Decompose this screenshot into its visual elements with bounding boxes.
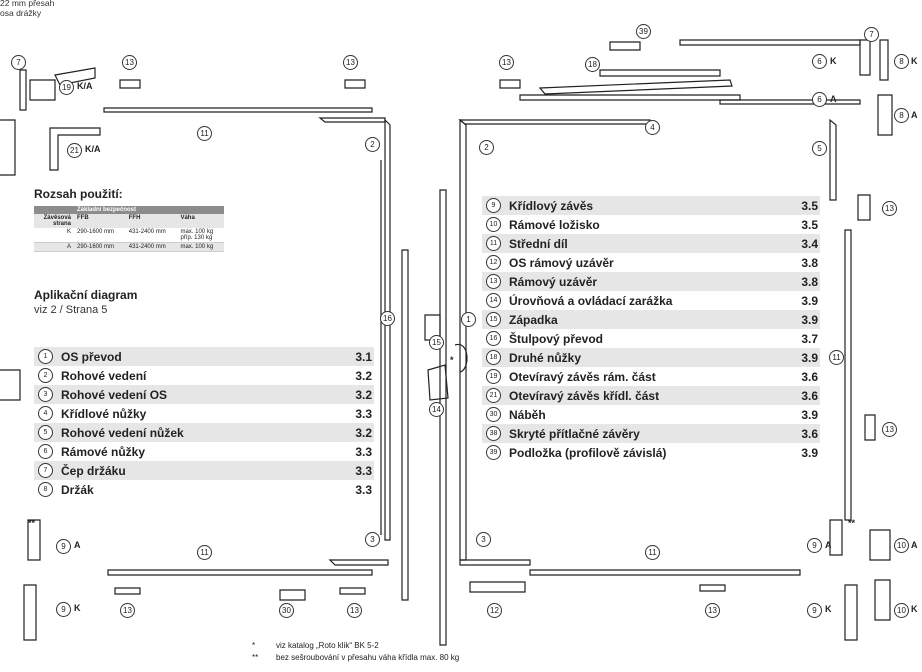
legend-num: 14 <box>486 293 501 308</box>
legend-num: 4 <box>38 406 53 421</box>
legend-label: Držák <box>61 482 94 497</box>
legend-item <box>34 442 374 461</box>
legend-page: 3.5 <box>801 217 818 232</box>
legend-item <box>482 215 820 234</box>
callout-13: 13 <box>347 603 362 618</box>
legend-num: 15 <box>486 312 501 327</box>
legend-item <box>482 424 820 443</box>
callout-2: 2 <box>479 140 494 155</box>
legend-page: 3.2 <box>355 368 372 383</box>
row-k-ffh: 431-2400 mm <box>126 228 178 243</box>
legend-item <box>482 329 820 348</box>
part-11-right <box>845 230 851 520</box>
callout-15: 15 <box>429 335 444 350</box>
suffix-ka-21: K/A <box>85 144 101 154</box>
callout-39: 39 <box>636 24 651 39</box>
callout-11: 11 <box>197 545 212 560</box>
legend-item <box>482 272 820 291</box>
callout-14: 14 <box>429 402 444 417</box>
legend-num: 38 <box>486 426 501 441</box>
usage-title: Rozsah použití: <box>34 187 123 201</box>
legend-num: 5 <box>38 425 53 440</box>
callout-21: 21 <box>67 143 82 158</box>
legend-item <box>482 253 820 272</box>
callout-18: 18 <box>585 57 600 72</box>
col-side: Závěsová strana <box>34 214 74 228</box>
callout-13: 13 <box>882 422 897 437</box>
row-k-ffb: 290-1600 mm <box>74 228 126 243</box>
legend-page: 3.3 <box>355 482 372 497</box>
callout-7: 7 <box>11 55 26 70</box>
bottom-rail-right <box>530 570 800 575</box>
legend-item <box>482 405 820 424</box>
suffix-a-6: A <box>830 94 837 104</box>
legend-item <box>34 423 374 442</box>
legend-item <box>34 404 374 423</box>
legend-label: Rohové vedení <box>61 368 147 383</box>
row-a-side: A <box>34 243 74 252</box>
legend-label: Druhé nůžky <box>509 350 582 365</box>
legend-label: Podložka (profilově závislá) <box>509 445 667 460</box>
col-weight: Váha <box>177 214 224 228</box>
legend-label: Otevíravý závěs křídl. část <box>509 388 660 403</box>
legend-right <box>482 196 820 462</box>
legend-num: 19 <box>486 369 501 384</box>
col-ffb: FFB <box>74 214 126 228</box>
legend-page: 3.6 <box>801 369 818 384</box>
bottom-rail-left <box>108 570 372 575</box>
callout-11: 11 <box>829 350 844 365</box>
legend-item <box>34 461 374 480</box>
callout-3: 3 <box>476 532 491 547</box>
legend-item <box>482 386 820 405</box>
legend-label: Náběh <box>509 407 546 422</box>
left-stile-right <box>460 120 466 560</box>
legend-item <box>34 480 374 499</box>
callout-11: 11 <box>645 545 660 560</box>
footnote-text-1: viz katalog „Roto klik“ BK 5-2 <box>276 641 379 650</box>
legend-num: 1 <box>38 349 53 364</box>
callout-16: 16 <box>380 311 395 326</box>
callout-6: 6 <box>812 54 827 69</box>
legend-label: OS převod <box>61 349 122 364</box>
callout-30: 30 <box>279 603 294 618</box>
callout-5: 5 <box>812 141 827 156</box>
row-k-weight2: příp. 130 kg <box>180 235 213 241</box>
legend-page: 3.3 <box>355 406 372 421</box>
legend-label: Křídlový závěs <box>509 198 594 213</box>
callout-2: 2 <box>365 137 380 152</box>
stile-1 <box>440 190 446 645</box>
callout-9: 9 <box>56 602 71 617</box>
legend-page: 3.9 <box>801 312 818 327</box>
row-k-side: K <box>34 228 74 243</box>
legend-page: 3.4 <box>801 236 818 251</box>
legend-page: 3.6 <box>801 426 818 441</box>
callout-13: 13 <box>705 603 720 618</box>
legend-num: 30 <box>486 407 501 422</box>
legend-page: 3.3 <box>355 463 372 478</box>
legend-label: Rámový uzávěr <box>509 274 598 289</box>
callout-3: 3 <box>365 532 380 547</box>
legend-num: 13 <box>486 274 501 289</box>
legend-page: 3.9 <box>801 293 818 308</box>
header-note-1: 22 mm přesah <box>0 0 55 8</box>
suffix-k-8: K <box>911 56 918 66</box>
legend-page: 3.3 <box>355 444 372 459</box>
application-title: Aplikační diagram <box>34 288 138 302</box>
legend-num: 8 <box>38 482 53 497</box>
double-star-left: ** <box>28 518 36 528</box>
suffix-ka-19: K/A <box>77 81 93 91</box>
legend-page: 3.2 <box>355 387 372 402</box>
legend-num: 39 <box>486 445 501 460</box>
legend-label: Úrovňová a ovládací zarážka <box>509 293 673 308</box>
callout-7: 7 <box>864 27 879 42</box>
callout-6: 6 <box>812 92 827 107</box>
suffix-a-9r: A <box>825 540 832 550</box>
suffix-k-6: K <box>830 56 837 66</box>
callout-11: 11 <box>197 126 212 141</box>
col-ffh: FFH <box>126 214 178 228</box>
legend-label: Čep držáku <box>61 463 126 478</box>
suffix-a-8: A <box>911 110 918 120</box>
legend-num: 21 <box>486 388 501 403</box>
footnote-text-2: bez sešroubování v přesahu váha křídla max. 80 kg <box>276 653 460 662</box>
legend-item <box>34 385 374 404</box>
usage-band: Základní bezpečnost <box>74 206 224 214</box>
header-note-2: osa drážky <box>0 8 42 18</box>
legend-left <box>34 347 374 499</box>
legend-item <box>482 367 820 386</box>
legend-item <box>34 366 374 385</box>
legend-num: 11 <box>486 236 501 251</box>
callout-10: 10 <box>894 603 909 618</box>
row-k-weight: max. 100 kg <box>180 229 214 235</box>
legend-item <box>482 234 820 253</box>
right-stile-left <box>385 120 390 540</box>
callout-12: 12 <box>487 603 502 618</box>
legend-item <box>482 310 820 329</box>
top-rail-left <box>104 108 372 112</box>
usage-table <box>34 206 224 252</box>
callout-9: 9 <box>807 603 822 618</box>
legend-num: 10 <box>486 217 501 232</box>
legend-num: 6 <box>38 444 53 459</box>
row-a-ffb: 290-1600 mm <box>74 243 126 252</box>
callout-13: 13 <box>343 55 358 70</box>
legend-num: 2 <box>38 368 53 383</box>
callout-13: 13 <box>499 55 514 70</box>
legend-label: Otevíravý závěs rám. část <box>509 369 656 384</box>
legend-item <box>482 291 820 310</box>
callout-9: 9 <box>807 538 822 553</box>
legend-page: 3.6 <box>801 388 818 403</box>
suffix-a-10: A <box>911 540 918 550</box>
legend-label: Rámové ložisko <box>509 217 600 232</box>
legend-label: Rohové vedení OS <box>61 387 168 402</box>
legend-page: 3.9 <box>801 407 818 422</box>
row-a-ffh: 431-2400 mm <box>126 243 178 252</box>
legend-label: Západka <box>509 312 558 327</box>
callout-13: 13 <box>122 55 137 70</box>
row-a-weight: max. 100 kg <box>177 243 224 252</box>
legend-page: 3.7 <box>801 331 818 346</box>
legend-label: Rohové vedení nůžek <box>61 425 184 440</box>
legend-page: 3.5 <box>801 198 818 213</box>
part-6 <box>520 95 740 100</box>
legend-num: 16 <box>486 331 501 346</box>
stile-16 <box>402 250 408 600</box>
callout-4: 4 <box>645 120 660 135</box>
callout-8: 8 <box>894 108 909 123</box>
legend-page: 3.9 <box>801 445 818 460</box>
legend-label: Skryté přítlačné závěry <box>509 426 640 441</box>
callout-9: 9 <box>56 539 71 554</box>
legend-num: 7 <box>38 463 53 478</box>
callout-1: 1 <box>461 312 476 327</box>
suffix-k-9r: K <box>825 604 832 614</box>
callout-13: 13 <box>120 603 135 618</box>
legend-page: 3.2 <box>355 425 372 440</box>
legend-label: Rámové nůžky <box>61 444 146 459</box>
legend-item <box>482 348 820 367</box>
legend-item <box>482 196 820 215</box>
legend-label: Křídlové nůžky <box>61 406 147 421</box>
star-mark: * <box>450 355 454 365</box>
application-sub: viz 2 / Strana 5 <box>34 304 108 316</box>
legend-page: 3.8 <box>801 255 818 270</box>
suffix-k-10: K <box>911 604 918 614</box>
footnote-mark-2: ** <box>252 653 259 662</box>
legend-page: 3.9 <box>801 350 818 365</box>
legend-label: Štulpový převod <box>509 331 604 346</box>
legend-item <box>482 443 820 462</box>
footnote-mark-1: * <box>252 641 256 650</box>
legend-num: 9 <box>486 198 501 213</box>
callout-19: 19 <box>59 80 74 95</box>
callout-8: 8 <box>894 54 909 69</box>
legend-label: OS rámový uzávěr <box>509 255 614 270</box>
callout-13: 13 <box>882 201 897 216</box>
part-18 <box>600 70 720 76</box>
legend-num: 3 <box>38 387 53 402</box>
suffix-k-9: K <box>74 603 81 613</box>
legend-num: 12 <box>486 255 501 270</box>
callout-10: 10 <box>894 538 909 553</box>
legend-num: 18 <box>486 350 501 365</box>
legend-label: Střední díl <box>509 236 568 251</box>
double-star-right: ** <box>848 518 856 528</box>
legend-page: 3.8 <box>801 274 818 289</box>
suffix-a-9: A <box>74 540 81 550</box>
legend-page: 3.1 <box>355 349 372 364</box>
legend-item <box>34 347 374 366</box>
